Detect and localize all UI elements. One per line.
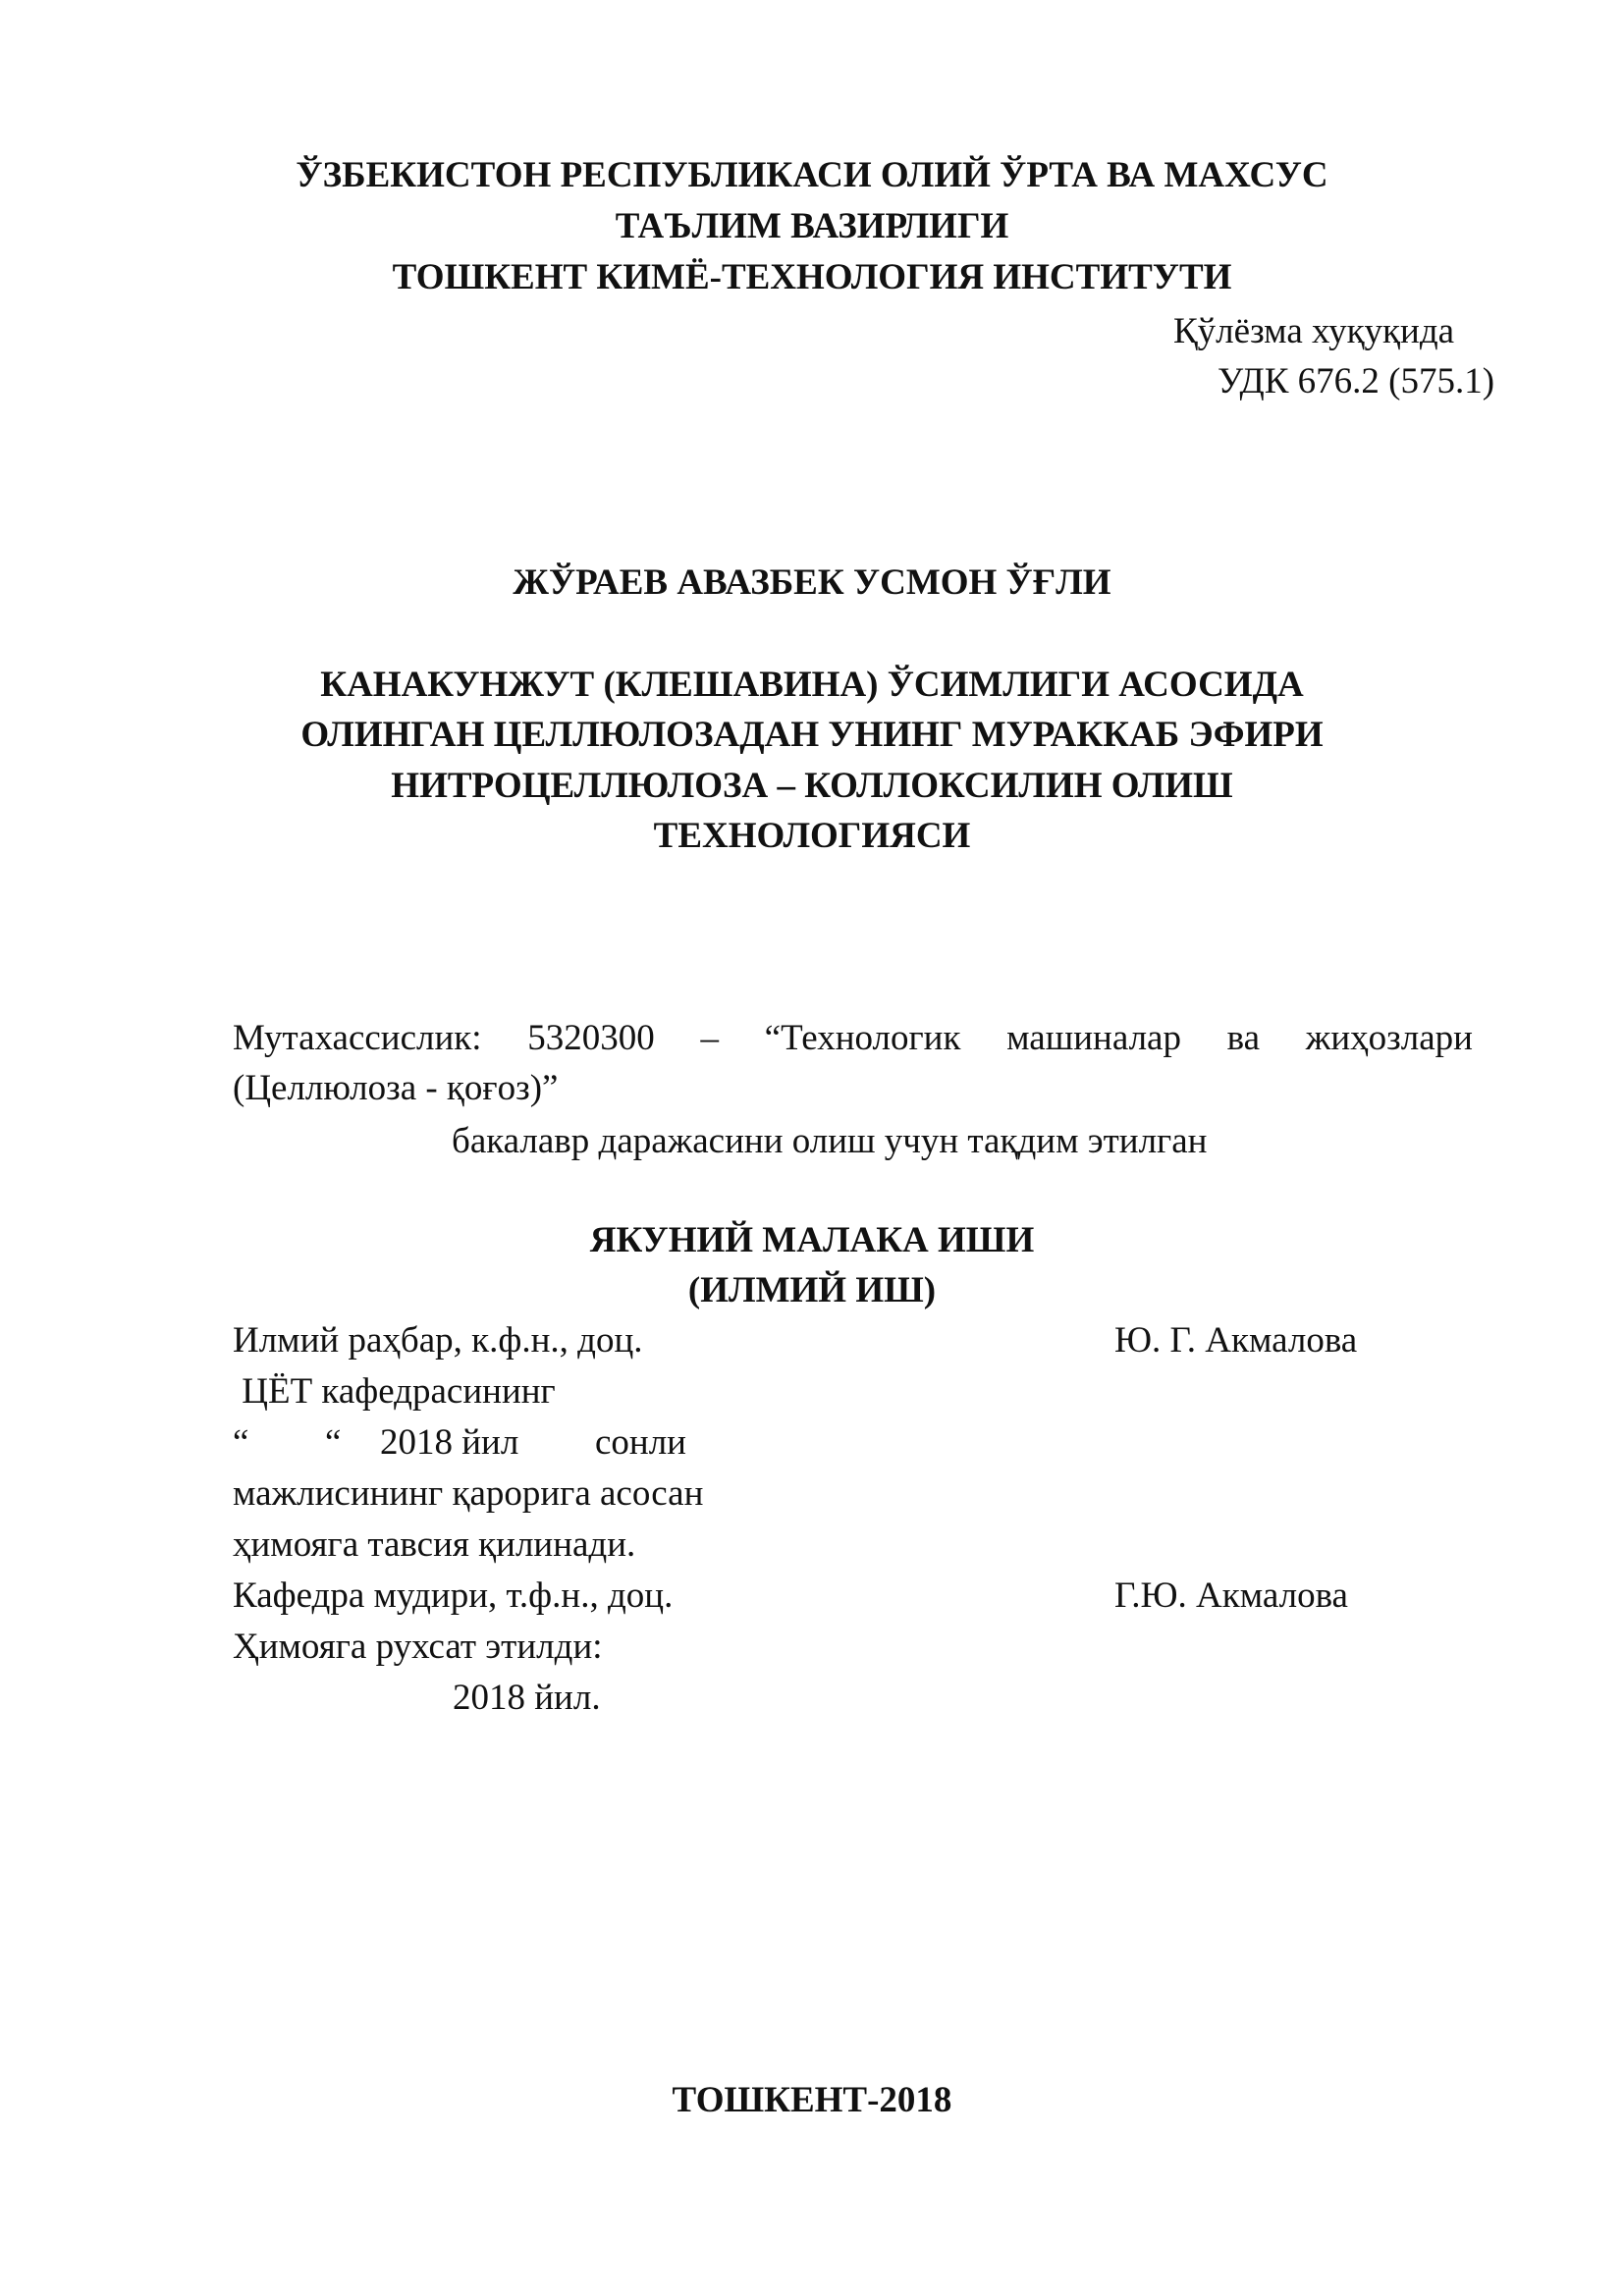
specialty-word: 5320300 (527, 1018, 655, 1058)
head-name: Г.Ю. Акмалова (1114, 1575, 1348, 1616)
specialty-line-2: (Целлюлоза - қоғоз)” (233, 1068, 559, 1108)
institute-name: ТОШКЕНТ КИМЁ-ТЕХНОЛОГИЯ ИНСТИТУТИ (392, 257, 1232, 297)
ministry-line-2: ТАЪЛИМ ВАЗИРЛИГИ (615, 206, 1009, 246)
meeting-year: 2018 йил (380, 1422, 519, 1463)
department-line-4: ҳимояга тавсия қилинади. (233, 1524, 636, 1565)
manuscript-rights-note: Қўлёзма хуқуқида (1173, 311, 1455, 351)
specialty-word: Мутахассислик: (233, 1018, 482, 1058)
approval-year: 2018 йил. (453, 1678, 601, 1718)
thesis-title-line-3: НИТРОЦЕЛЛЮЛОЗА – КОЛЛОКСИЛИН ОЛИШ (391, 766, 1233, 806)
udk-code: УДК 676.2 (575.1) (1218, 361, 1495, 401)
department-line-1: ЦЁТ кафедрасининг (233, 1371, 556, 1412)
work-type-subtitle: (ИЛМИЙ ИШ) (687, 1270, 937, 1310)
specialty-word: “Технологик (764, 1018, 961, 1058)
thesis-title-line-4: ТЕХНОЛОГИЯСИ (653, 816, 971, 856)
department-line-3: мажлисининг қарорига асосан (233, 1473, 704, 1514)
meeting-numbered: сонли (595, 1422, 686, 1463)
approval-label: Ҳимояга рухсат этилди: (233, 1627, 603, 1667)
supervisor-label: Илмий раҳбар, к.ф.н., доц. (233, 1320, 643, 1361)
specialty-word: ва (1226, 1018, 1261, 1058)
work-type-title: ЯКУНИЙ МАЛАКА ИШИ (589, 1220, 1035, 1260)
specialty-word: жиҳозлари (1305, 1018, 1473, 1058)
head-label: Кафедра мудири, т.ф.н., доц. (233, 1575, 674, 1616)
ministry-line-1: ЎЗБЕКИСТОН РЕСПУБЛИКАСИ ОЛИЙ ЎРТА ВА МАХСУС (296, 155, 1328, 195)
thesis-title-line-1: КАНАКУНЖУТ (КЛЕШАВИНА) ЎСИМЛИГИ АСОСИДА (320, 665, 1304, 705)
author-name: ЖЎРАЕВ АВАЗБЕК УСМОН ЎҒЛИ (513, 562, 1111, 603)
supervisor-name: Ю. Г. Акмалова (1114, 1320, 1358, 1361)
specialty-line-1 (233, 1014, 1473, 1063)
thesis-title-line-2: ОЛИНГАН ЦЕЛЛЮЛОЗАДАН УНИНГ МУРАККАБ ЭФИРИ (300, 715, 1324, 755)
quote-open: “ (233, 1422, 249, 1463)
specialty-word: машиналар (1006, 1018, 1181, 1058)
specialty-word: – (700, 1018, 719, 1058)
city-year-footer: ТОШКЕНТ-2018 (672, 2080, 952, 2120)
quote-close: “ (325, 1422, 342, 1463)
degree-note: бакалавр даражасини олиш учун тақдим этилган (452, 1121, 1208, 1161)
